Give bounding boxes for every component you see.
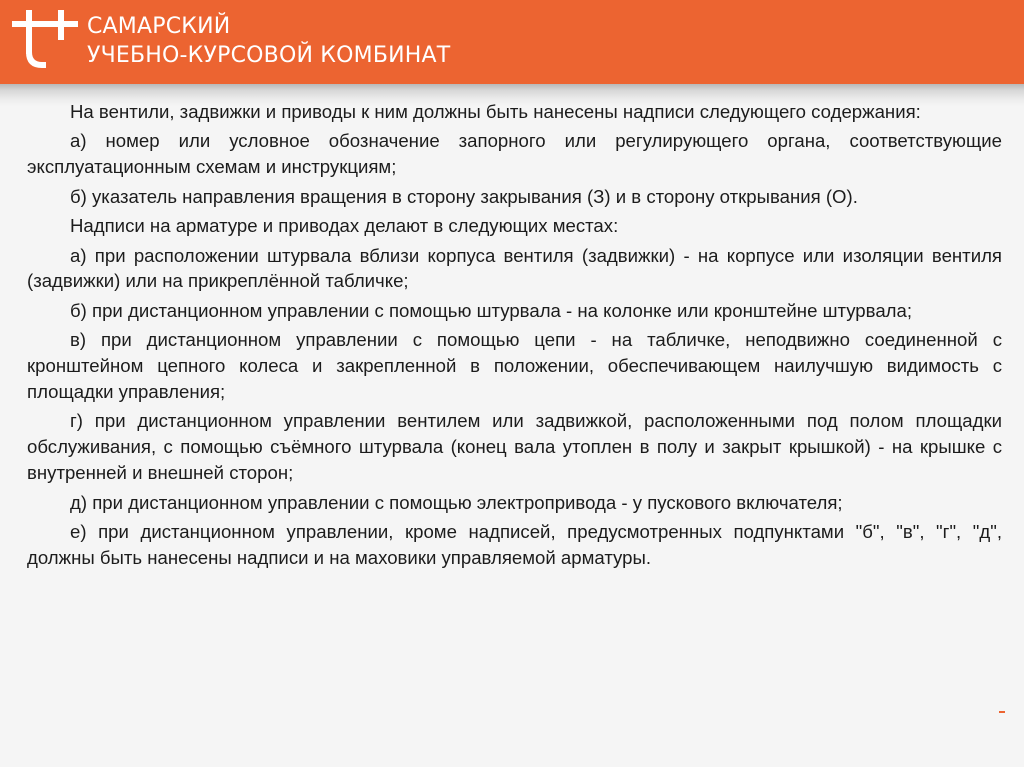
paragraph-location-v: в) при дистанционном управлении с помощью цепи - на табличке, неподвижно соединенной с кронштейном цепного колеса и закрепленной в положении, обеспечивающем наилучшую видимость с площадки управления; bbox=[27, 329, 1002, 403]
paragraph-item-a: а) номер или условное обозначение запорного или регулирующего органа, соответствующие эксплуатационным схемам и инструкциям; bbox=[27, 130, 1002, 178]
header-bar bbox=[0, 0, 1024, 84]
paragraph-locations-intro: Надписи на арматуре и приводах делают в следующих местах: bbox=[70, 215, 619, 237]
document-text bbox=[27, 99, 1002, 574]
paragraph-location-g: г) при дистанционном управлении вентилем или задвижкой, расположенными под полом площадки обслуживания, с помощью съёмного штурвала (конец вала утоплен в полу и закрыт крышкой) - на крышке с внутренней и внешней сторон; bbox=[27, 410, 1002, 484]
company-logo-icon bbox=[10, 8, 82, 78]
paragraph-location-b: б) при дистанционном управлении с помощью штурвала - на колонке или кронштейне штурвала; bbox=[70, 299, 913, 321]
paragraph-intro: На вентили, задвижки и приводы к ним должны быть нанесены надписи следующего содержания: bbox=[70, 101, 921, 122]
paragraph-location-a: а) при расположении штурвала вблизи корпуса вентиля (задвижки) - на корпусе или изоляции вентиля (задвижки) или на прикреплённой табличке; bbox=[27, 244, 1002, 292]
company-name-line-1: САМАРСКИЙ bbox=[87, 14, 231, 39]
paragraph-item-b: б) указатель направления вращения в сторону закрывания (З) и в сторону открывания (О). bbox=[70, 185, 858, 207]
company-name-line-2: УЧЕБНО-КУРСОВОЙ КОМБИНАТ bbox=[87, 43, 451, 68]
company-name bbox=[87, 12, 450, 70]
corner-accent-mark bbox=[999, 711, 1005, 713]
paragraph-location-e: е) при дистанционном управлении, кроме надписей, предусмотренных подпунктами "б", "в", "г", "д", должны быть нанесены надписи и на маховики управляемой арматуры. bbox=[27, 521, 1002, 568]
paragraph-location-d: д) при дистанционном управлении с помощью электропривода - у пускового включателя; bbox=[70, 491, 843, 513]
